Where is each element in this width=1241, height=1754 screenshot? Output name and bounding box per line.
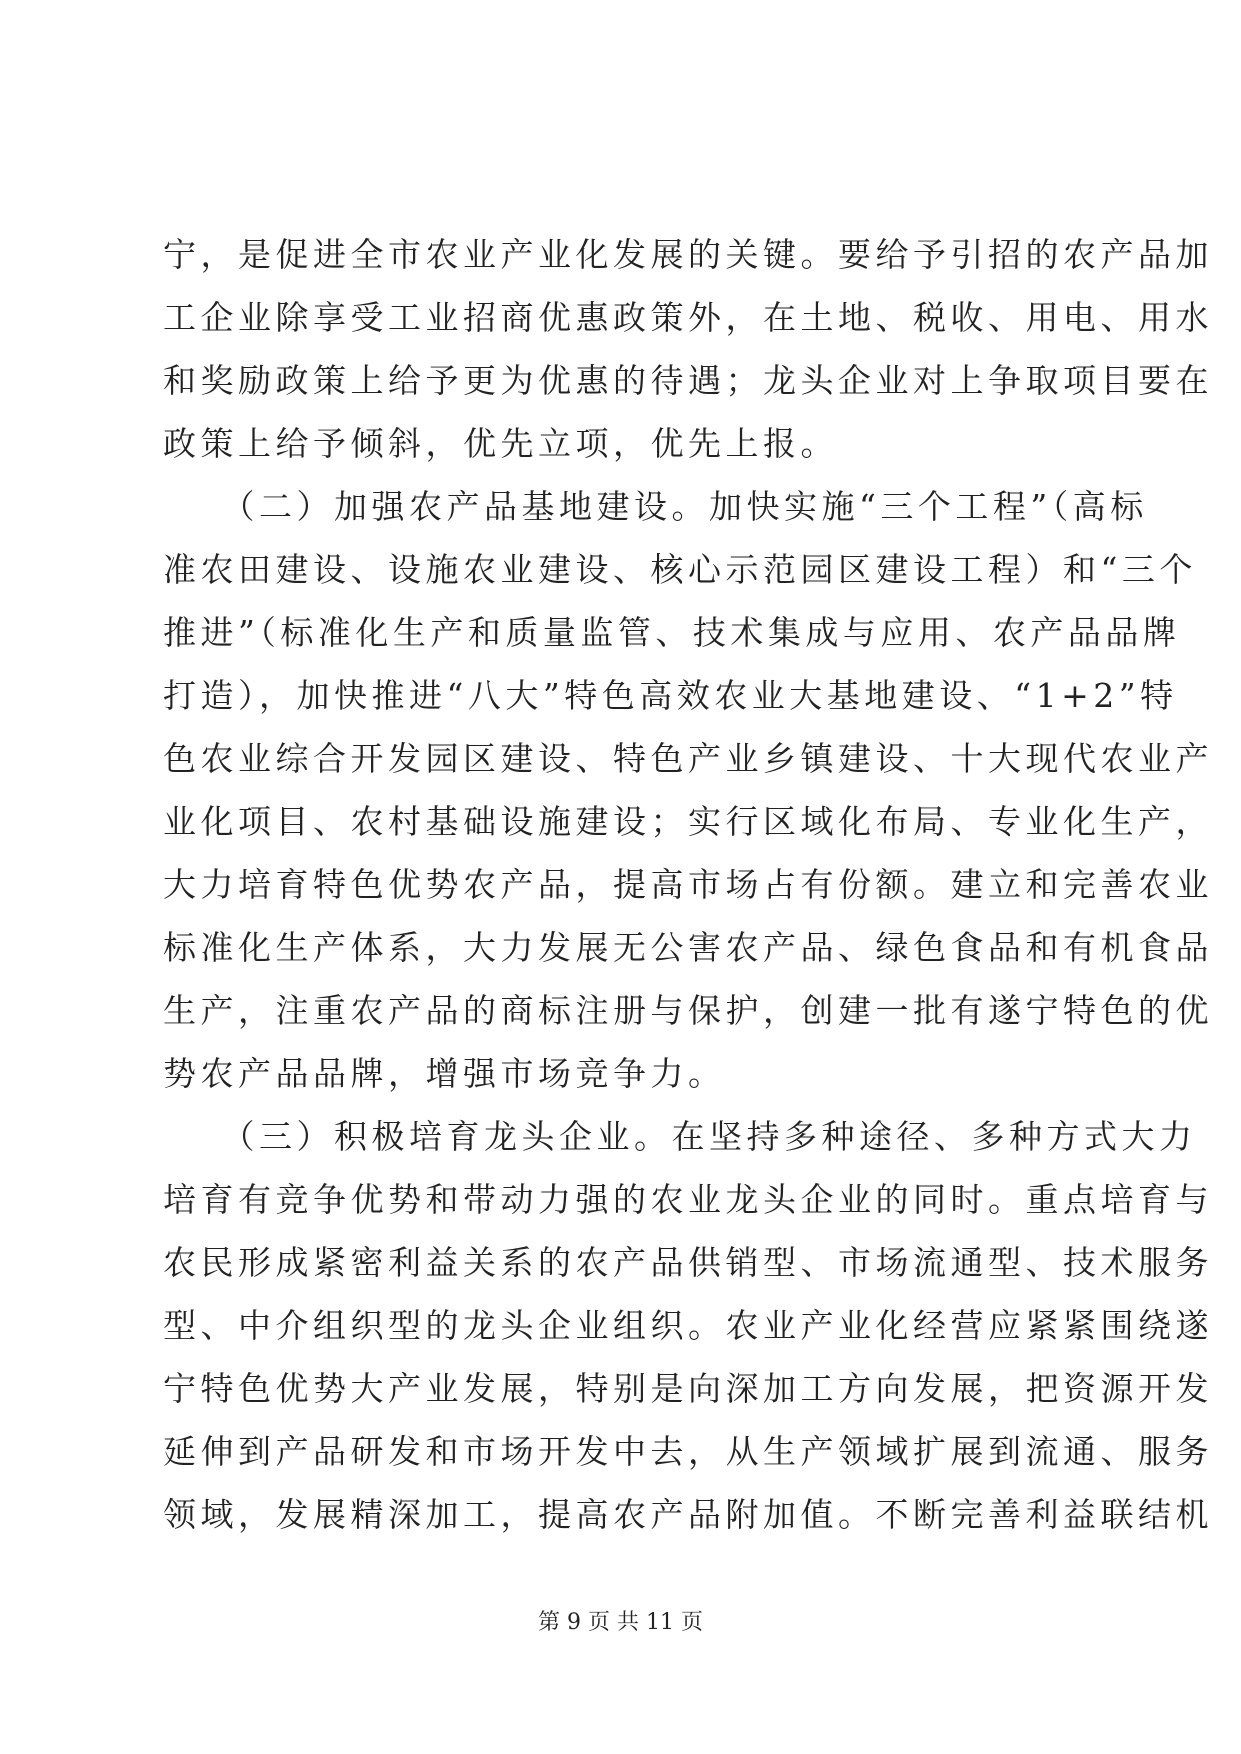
text-line: 和奖励政策上给予更为优惠的待遇；龙头企业对上争取项目要在: [163, 361, 1213, 400]
page-number-footer: 第 9 页 共 11 页: [538, 1610, 703, 1635]
document-body: [163, 225, 1213, 1555]
text-line: 宁特色优势大产业发展，特别是向深加工方向发展，把资源开发: [163, 1369, 1213, 1408]
text-line: 政策上给予倾斜，优先立项，优先上报。: [163, 424, 838, 463]
text-line: 农民形成紧密利益关系的农产品供销型、市场流通型、技术服务: [163, 1243, 1213, 1282]
text-line: 延伸到产品研发和市场开发中去，从生产领域扩展到流通、服务: [163, 1432, 1213, 1471]
text-line: 宁，是促进全市农业产业化发展的关键。要给予引招的农产品加: [163, 235, 1213, 274]
text-line: 色农业综合开发园区建设、特色产业乡镇建设、十大现代农业产: [163, 739, 1213, 778]
text-line: 型、中介组织型的龙头企业组织。农业产业化经营应紧紧围绕遂: [163, 1306, 1213, 1345]
text-line: 领域，发展精深加工，提高农产品附加值。不断完善利益联结机: [163, 1495, 1213, 1534]
text-line: 生产，注重农产品的商标注册与保护，创建一批有遂宁特色的优: [163, 991, 1213, 1030]
text-line: （三）积极培育龙头企业。在坚持多种途径、多种方式大力: [163, 1117, 1197, 1156]
text-line: 准农田建设、设施农业建设、核心示范园区建设工程）和“三个: [163, 550, 1197, 589]
text-line: 培育有竞争优势和带动力强的农业龙头企业的同时。重点培育与: [163, 1180, 1213, 1219]
text-line: （二）加强农产品基地建设。加快实施“三个工程”（高标: [163, 487, 1148, 526]
text-line: 工企业除享受工业招商优惠政策外，在土地、税收、用电、用水: [163, 298, 1213, 337]
text-line: 业化项目、农村基础设施建设；实行区域化布局、专业化生产，: [163, 802, 1213, 841]
text-line: 打造），加快推进“八大”特色高效农业大基地建设、“1+2”特: [163, 676, 1178, 715]
text-line: 推进”（标准化生产和质量监管、技术集成与应用、农产品品牌: [163, 613, 1181, 652]
text-line: 大力培育特色优势农产品，提高市场占有份额。建立和完善农业: [163, 865, 1213, 904]
text-line: 势农产品品牌，增强市场竞争力。: [163, 1054, 726, 1093]
text-line: 标准化生产体系，大力发展无公害农产品、绿色食品和有机食品: [163, 928, 1213, 967]
